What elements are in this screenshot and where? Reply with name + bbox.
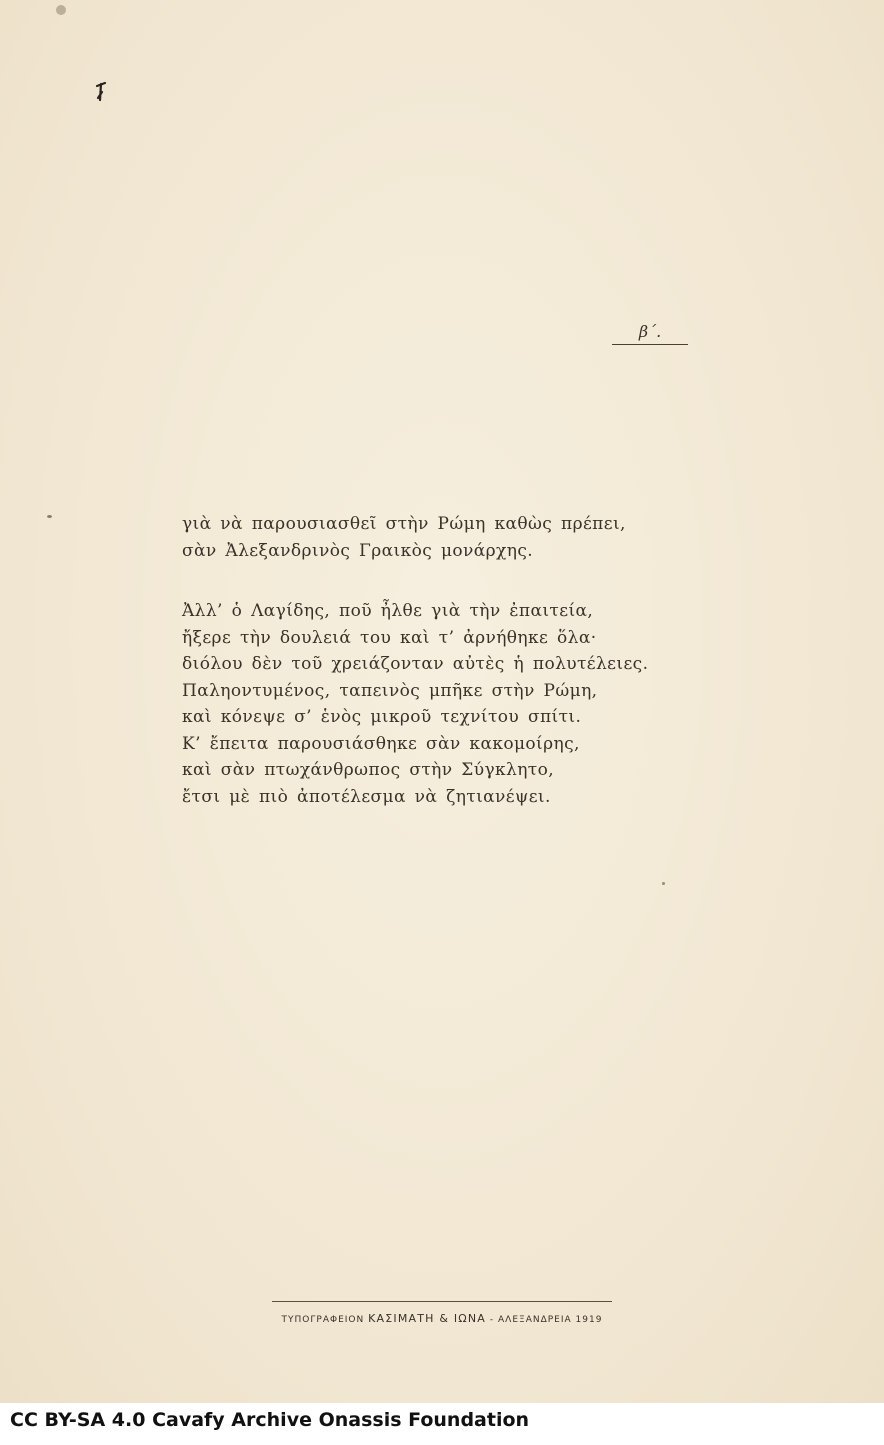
- stanza-2: [182, 598, 648, 810]
- verse-line: Ἀλλ’ ὁ Λαγίδης, ποῦ ἦλθε γιὰ τὴν ἐπαιτεία,: [182, 601, 594, 621]
- ink-speck: [56, 5, 66, 15]
- printer-name: ΚΑΣΙΜΑΤΗ & ΙΩΝΑ: [368, 1312, 487, 1325]
- verse-line: Κ’ ἔπειτα παρουσιάσθηκε σὰν κακομοίρης,: [182, 733, 580, 754]
- page-number-rule: [612, 344, 688, 345]
- verse-line: καὶ σὰν πτωχάνθρωπος στὴν Σύγκλητο,: [182, 760, 555, 780]
- verse-line: Παληοντυμένος, ταπεινὸς μπῆκε στὴν Ρώμη,: [182, 680, 598, 701]
- printer-imprint: [272, 1312, 612, 1325]
- page-number: β΄.: [638, 322, 662, 341]
- verse-line: γιὰ νὰ παρουσιασθεῖ στὴν Ρώμη καθὼς πρέπει,: [182, 514, 626, 534]
- printer-prefix: ΤΥΠΟΓΡΑΦΕΙΟΝ: [281, 1315, 365, 1325]
- stanza-1: [182, 511, 626, 564]
- verse-line: σὰν Ἀλεξανδρινὸς Γραικὸς μονάρχης.: [182, 540, 534, 561]
- printer-suffix: - ΑΛΕΞΑΝΔΡΕΙΑ 1919: [489, 1315, 603, 1325]
- verse-line: καὶ κόνεψε σ’ ἑνὸς μικροῦ τεχνίτου σπίτι.: [182, 707, 582, 727]
- printer-rule: [272, 1301, 612, 1302]
- verse-line: ἤξερε τὴν δουλειά του καὶ τ’ ἀρνήθηκε ὅλα·: [182, 627, 597, 648]
- pencil-mark-icon: [95, 80, 107, 102]
- license-caption: CC BY-SA 4.0 Cavafy Archive Onassis Foundation: [10, 1409, 530, 1431]
- ink-speck: [662, 882, 665, 885]
- verse-line: διόλου δὲν τοῦ χρειάζονταν αὐτὲς ἡ πολυτέλειες.: [182, 654, 649, 674]
- verse-line: ἔτσι μὲ πιὸ ἀποτέλεσμα νὰ ζητιανέψει.: [182, 786, 551, 807]
- ink-speck: [47, 515, 52, 518]
